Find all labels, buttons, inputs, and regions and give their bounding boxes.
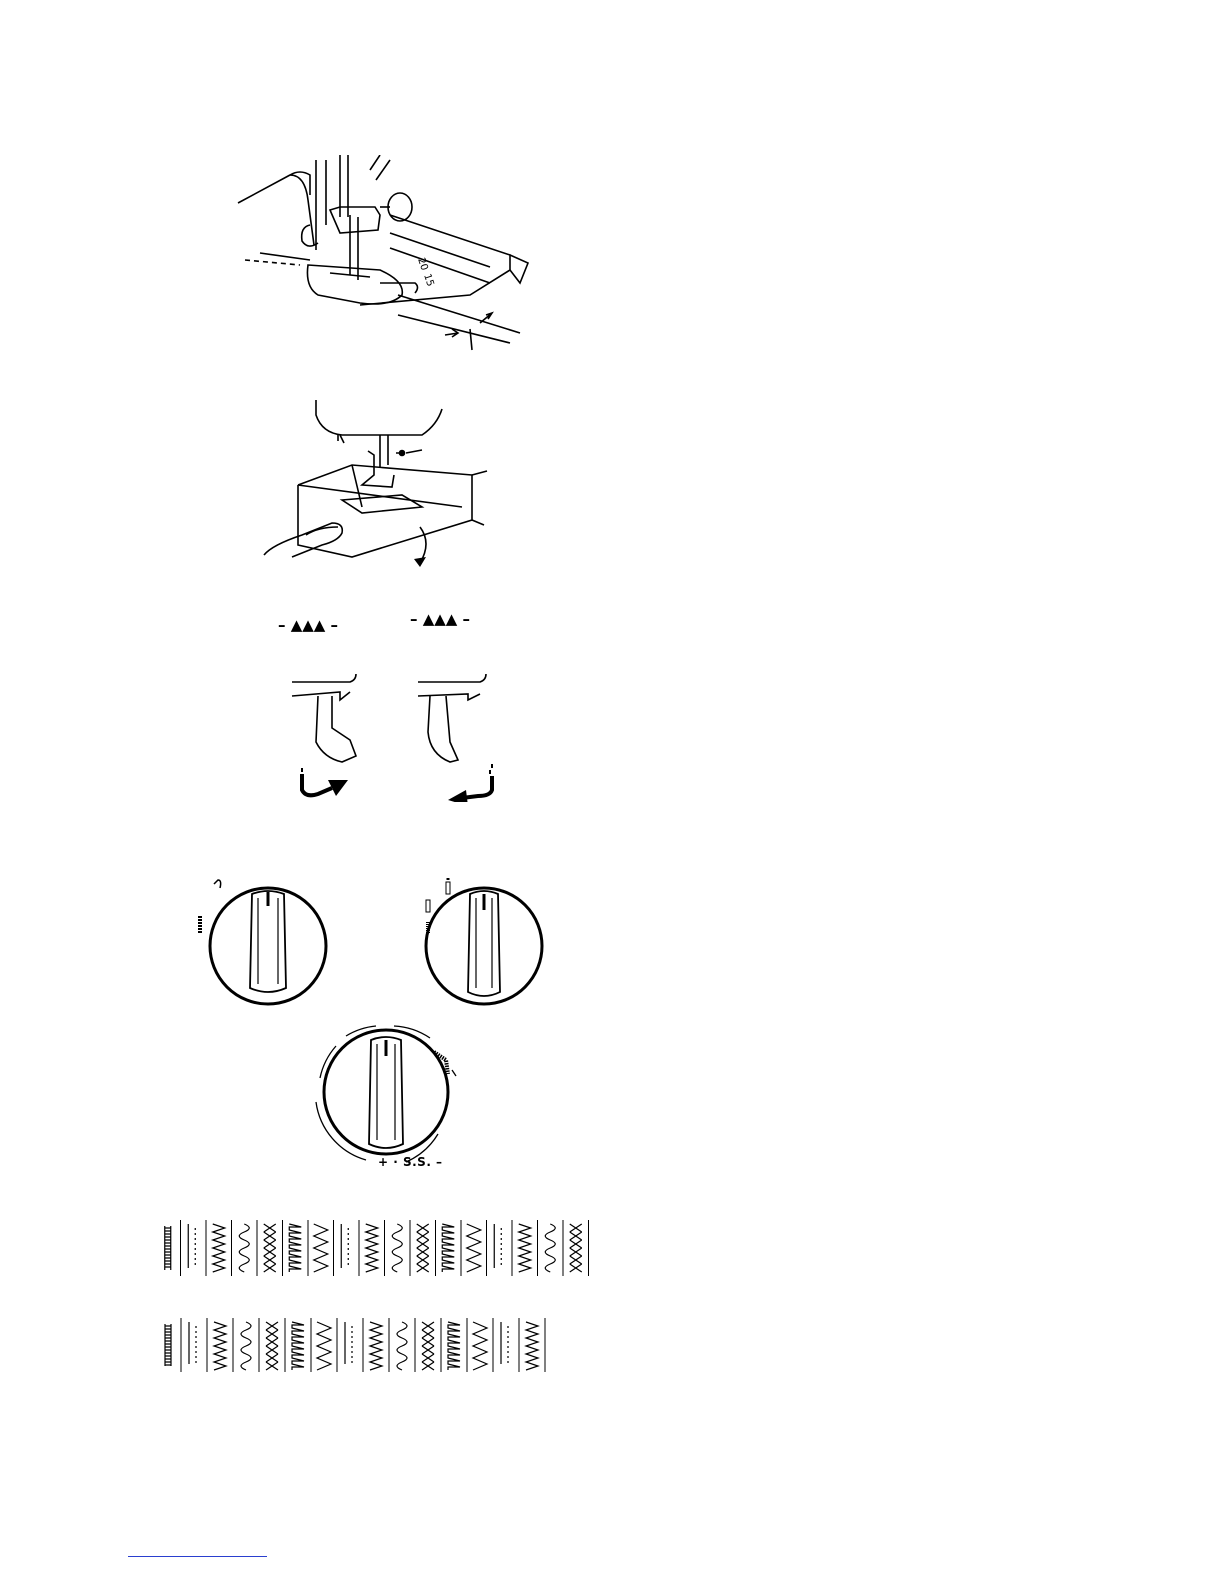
stitch-pattern-icon	[266, 1322, 278, 1370]
stitch-pattern-icon	[467, 1224, 481, 1272]
stitch-pattern-icon	[417, 1224, 429, 1272]
stitch-chart-row-1	[155, 1220, 600, 1280]
feed-dog-symbol-raised: – ▲▲▲ –	[410, 610, 471, 628]
stitch-pattern-icon	[214, 1322, 226, 1370]
stitch-pattern-icon	[189, 1322, 196, 1364]
footer-rule	[128, 1556, 267, 1557]
stitch-pattern-icon	[442, 1224, 454, 1272]
seam-scale-15: 15	[421, 272, 436, 289]
stitch-pattern-icon	[317, 1322, 331, 1370]
stitch-pattern-icon	[241, 1322, 251, 1370]
stitch-pattern-icon	[213, 1224, 225, 1272]
stitch-pattern-icon	[188, 1224, 195, 1268]
stitch-pattern-icon	[165, 1226, 171, 1270]
stitch-pattern-icon	[314, 1224, 328, 1272]
stitch-pattern-icon	[239, 1224, 249, 1272]
stitch-width-dial	[306, 1022, 476, 1174]
stitch-pattern-icon	[397, 1322, 407, 1370]
stitch-pattern-icon	[501, 1322, 508, 1364]
stitch-pattern-icon	[519, 1224, 531, 1272]
stitch-pattern-icon	[366, 1224, 378, 1272]
stitch-chart-row-2	[155, 1318, 555, 1374]
buttonhole-dial	[408, 878, 548, 1008]
stitch-pattern-icon	[345, 1322, 352, 1364]
stitch-pattern-icon	[341, 1224, 348, 1268]
stitch-pattern-icon	[570, 1224, 582, 1272]
stitch-pattern-icon	[264, 1224, 276, 1272]
seam-scale-20: 20	[415, 256, 430, 273]
stitch-pattern-icon	[165, 1324, 171, 1366]
stitch-pattern-icon	[289, 1224, 301, 1272]
seam-guide-illustration	[230, 155, 540, 355]
stitch-pattern-icon	[392, 1224, 402, 1272]
stitch-pattern-icon	[494, 1224, 501, 1268]
stitch-pattern-icon	[545, 1224, 555, 1272]
free-arm-illustration	[262, 395, 490, 573]
stitch-pattern-icon	[448, 1322, 460, 1370]
stitch-width-dial-label: + · S.S. –	[378, 1155, 443, 1169]
stitch-length-dial	[190, 862, 340, 1012]
stitch-pattern-icon	[422, 1322, 434, 1370]
stitch-pattern-icon	[473, 1322, 487, 1370]
feed-dog-symbol-lowered: – ▲▲▲ –	[278, 616, 339, 634]
stitch-pattern-icon	[370, 1322, 382, 1370]
feed-dog-settings	[270, 612, 500, 802]
stitch-pattern-icon	[526, 1322, 538, 1370]
feed-dog-lever-drawings	[270, 672, 500, 802]
stitch-pattern-icon	[292, 1322, 304, 1370]
